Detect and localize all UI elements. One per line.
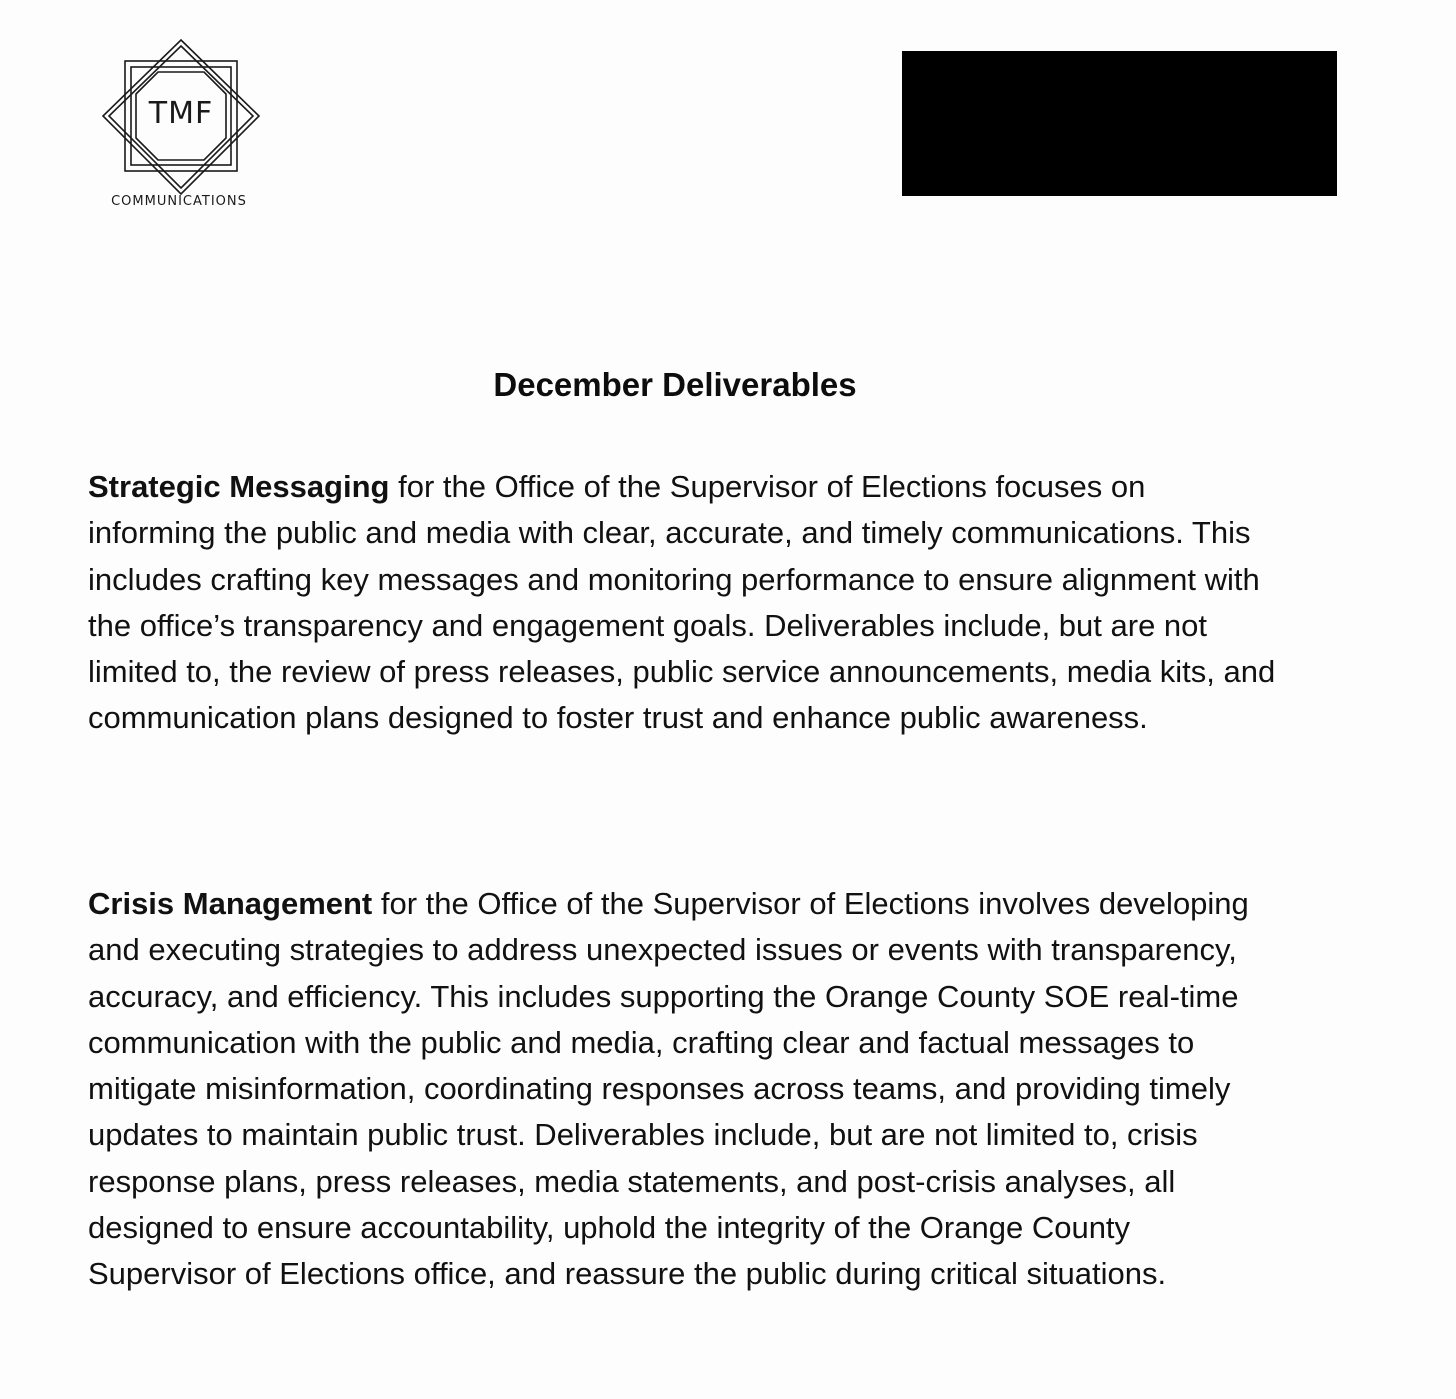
section-body: for the Office of the Supervisor of Elections focuses on informing the public and media with clear, accurate, and timely communications. This includes crafting key messages and monitoring performance to ensure alignment with the office’s transparency and engagement goals. Deliverables include, but are not limited to, the review of press releases, public service announcements, media kits, and communication plans designed to foster trust and enhance public awareness.	[88, 469, 1276, 736]
section-lead: Strategic Messaging	[88, 469, 390, 504]
section-crisis-management	[88, 881, 1278, 1298]
redaction-block	[902, 51, 1337, 196]
logo-tagline: COMMUNICATIONS	[111, 194, 247, 209]
section-strategic-messaging	[88, 464, 1278, 742]
section-lead: Crisis Management	[88, 886, 373, 921]
section-body: for the Office of the Supervisor of Elections involves developing and executing strategies to address unexpected issues or events with transparency, accuracy, and efficiency. This includes supporting the Orange County SOE real-time communication with the public and media, crafting clear and factual messages to mitigate misinformation, coordinating responses across teams, and providing timely updates to maintain public trust. Deliverables include, but are not limited to, crisis response plans, press releases, media statements, and post-crisis analyses, all designed to ensure accountability, uphold the integrity of the Orange County Supervisor of Elections office, and reassure the public during critical situations.	[88, 886, 1249, 1292]
tmf-logo	[86, 38, 276, 218]
logo-initials: TMF	[148, 96, 214, 131]
document-title: December Deliverables	[493, 366, 857, 403]
